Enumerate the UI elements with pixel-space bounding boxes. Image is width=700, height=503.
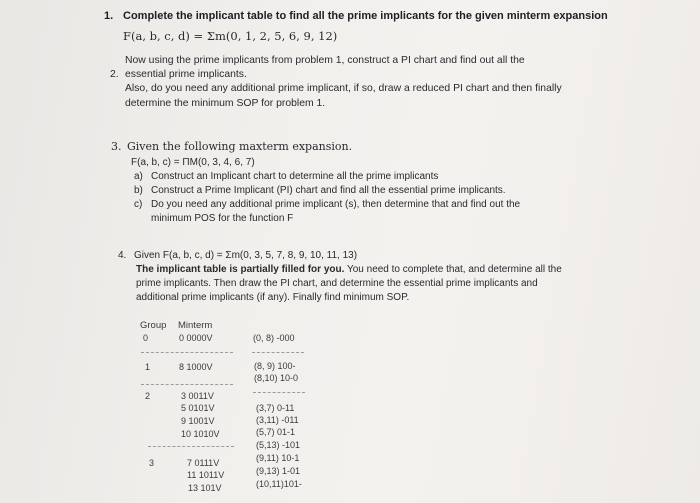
minterm-row: 3 0011V <box>181 391 214 401</box>
q4-line-3: prime implicants. Then draw the PI chart, and determine the essential prime implicants and <box>136 278 538 289</box>
q4-line-2 <box>136 264 562 275</box>
minterm-row: 8 1000V <box>179 362 213 372</box>
pair-row: (5,13) -101 <box>256 440 301 450</box>
pair-row: (9,11) 10-1 <box>256 453 300 463</box>
q2-line-3: Also, do you need any additional prime implicant, if so, draw a reduced PI chart and then finally <box>125 83 562 94</box>
pair-row: (0, 8) -000 <box>253 333 295 343</box>
header-minterm: Minterm <box>178 320 213 331</box>
header-group: Group <box>140 320 167 331</box>
q4-line-1: Given F(a, b, c, d) = Σm(0, 3, 5, 7, 8, 9, 10, 11, 13) <box>134 250 358 261</box>
group-label-1: 1 <box>145 362 151 372</box>
q2-line-1: Now using the prime implicants from problem 1, construct a PI chart and find out all the <box>125 55 525 66</box>
q4-bold-note: The implicant table is partially filled for you. <box>136 264 345 275</box>
minterm-row: 9 1001V <box>181 416 215 426</box>
q4-number: 4. <box>118 250 127 261</box>
q3-item-c-label: c) <box>134 199 143 210</box>
q3-title: Given the following maxterm expansion. <box>127 140 353 153</box>
q2-line-4: determine the minimum SOP for problem 1. <box>125 98 326 109</box>
pair-row: (3,7) 0-11 <box>256 403 295 413</box>
minterm-row: 13 101V <box>188 483 222 493</box>
q3-item-b-text: Construct a Prime Implicant (PI) chart and find all the essential prime implicants. <box>151 185 506 196</box>
q3-item-b-label: b) <box>134 185 143 196</box>
pair-row: (8,10) 10-0 <box>254 373 299 383</box>
minterm-row: 10 1010V <box>181 429 220 439</box>
q3-item-a-label: a) <box>134 171 143 182</box>
group-divider <box>148 446 234 447</box>
q2-line-2: essential prime implicants. <box>125 69 247 80</box>
minterm-row: 5 0101V <box>181 403 215 413</box>
q3-item-a-text: Construct an Implicant chart to determine all the prime implicants <box>151 171 439 182</box>
q2-number: 2. <box>110 69 119 80</box>
group-label-2: 2 <box>145 391 151 401</box>
column2-divider <box>252 352 304 353</box>
pair-row: (9,13) 1-01 <box>256 466 301 476</box>
q1-text: Complete the implicant table to find all the prime implicants for the given minterm expansion <box>123 10 608 22</box>
q4-line-4: additional prime implicants (if any). Finally find minimum SOP. <box>136 292 410 303</box>
pair-row: (5,7) 01-1 <box>256 427 296 437</box>
q3-formula: F(a, b, c) = ΠM(0, 3, 4, 6, 7) <box>131 157 255 168</box>
q3-item-c-text: Do you need any additional prime implicant (s), then determine that and find out the <box>151 199 521 210</box>
group-divider <box>141 352 233 353</box>
q1-formula: F(a, b, c, d) = Σm(0, 1, 2, 5, 6, 9, 12) <box>123 29 338 43</box>
minterm-row: 0 0000V <box>179 333 213 343</box>
pair-row: (8, 9) 100- <box>254 361 296 371</box>
q4-line-2-rest: You need to complete that, and determine all the <box>344 264 562 275</box>
pair-row: (3,11) -011 <box>256 415 299 425</box>
minterm-row: 7 0111V <box>187 458 220 468</box>
column2-divider <box>253 392 305 393</box>
pair-row: (10,11)101- <box>256 479 302 489</box>
group-label-0: 0 <box>143 333 149 343</box>
q3-number: 3. <box>111 140 122 153</box>
q1-number: 1. <box>104 10 114 22</box>
q3-item-c-continuation: minimum POS for the function F <box>151 213 294 224</box>
group-divider <box>141 384 233 385</box>
group-label-3: 3 <box>149 458 155 468</box>
minterm-row: 11 1011V <box>187 470 225 480</box>
